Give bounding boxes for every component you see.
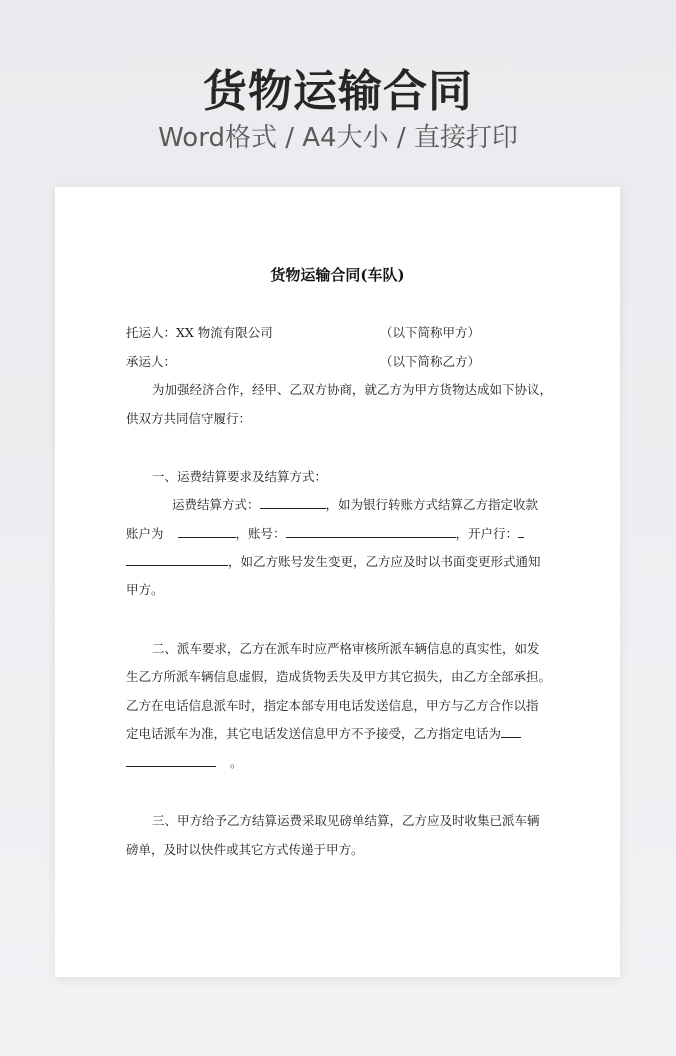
- designated-phone-blank-a[interactable]: [501, 725, 521, 738]
- section-2-line-3: 乙方在电话信息派车时，指定本部专用电话发送信息，甲方与乙方合作以指: [126, 698, 539, 713]
- designated-phone-blank-b[interactable]: [126, 754, 216, 767]
- document-page: [55, 187, 620, 977]
- section-2-line-1: 二、派车要求，乙方在派车时应严格审核所派车辆信息的真实性，如发: [152, 641, 540, 656]
- section-2-line-5: [126, 754, 243, 772]
- section-3-line-2: 磅单，及时以快件或其它方式传递于甲方。: [126, 842, 364, 857]
- section-1-line-2: [126, 525, 524, 543]
- shipper-note: （以下简称甲方）: [380, 325, 481, 340]
- payment-method-text: ，如为银行转账方式结算乙方指定收款: [325, 497, 539, 512]
- account-label: 账户为: [126, 526, 164, 541]
- document-title: 货物运输合同(车队): [270, 266, 405, 284]
- account-name-blank[interactable]: [178, 525, 236, 538]
- carrier-label: 承运人：: [126, 354, 177, 369]
- account-number-label: ，账号：: [235, 526, 286, 541]
- section-2-period: 。: [230, 755, 243, 770]
- bank-name-blank[interactable]: [126, 553, 228, 566]
- section-1-line-1: [172, 496, 538, 514]
- shipper-label: 托运人：XX 物流有限公司: [126, 325, 273, 340]
- account-change-text: ，如乙方账号发生变更，乙方应及时以书面变更形式通知: [228, 554, 541, 569]
- intro-line-2: 供双方共同信守履行：: [126, 411, 252, 426]
- payment-method-blank[interactable]: [260, 496, 326, 509]
- account-number-blank[interactable]: [286, 525, 456, 538]
- carrier-note: （以下简称乙方）: [380, 354, 481, 369]
- intro-line-1: 为加强经济合作，经甲、乙双方协商，就乙方为甲方货物达成如下协议，: [152, 382, 553, 397]
- section-1-heading: 一、运费结算要求及结算方式：: [152, 469, 328, 484]
- banner-title: 货物运输合同: [203, 66, 473, 117]
- banner-subtitle: Word格式 / A4大小 / 直接打印: [158, 123, 518, 153]
- section-1-line-3: [126, 553, 541, 571]
- designated-phone-text: 定电话派车为准，其它电话发送信息甲方不予接受，乙方指定电话为: [126, 726, 502, 741]
- section-1-line-4: 甲方。: [126, 582, 164, 597]
- bank-label: ，开户行：: [455, 526, 519, 541]
- bank-blank[interactable]: [518, 525, 524, 538]
- payment-method-label: 运费结算方式：: [172, 497, 260, 512]
- section-3-line-1: 三、甲方给予乙方结算运费采取见磅单结算，乙方应及时收集已派车辆: [152, 813, 540, 828]
- section-2-line-2: 生乙方所派车辆信息虚假，造成货物丢失及甲方其它损失，由乙方全部承担。: [126, 669, 552, 684]
- section-2-line-4: [126, 725, 521, 743]
